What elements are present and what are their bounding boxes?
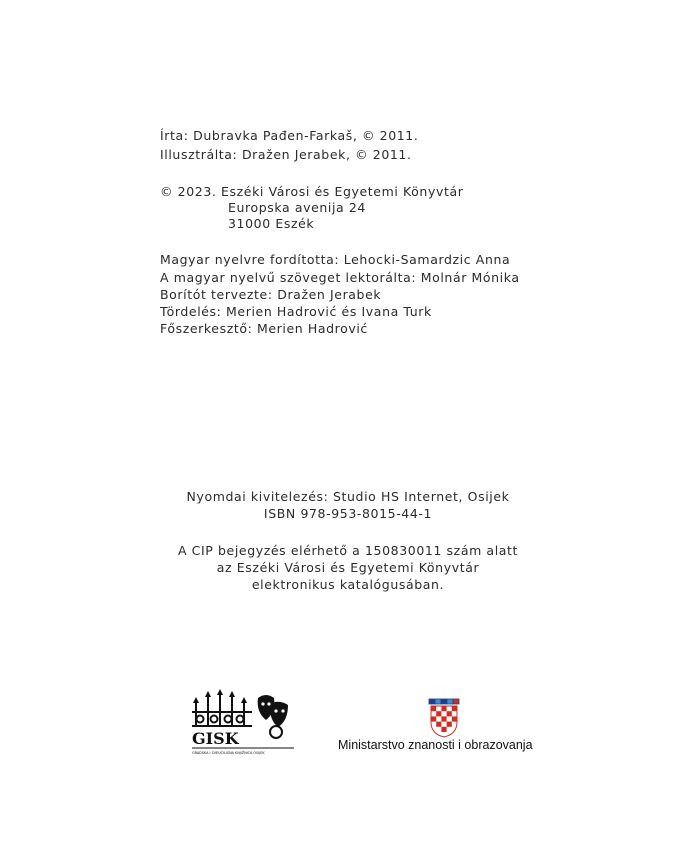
gisk-logo — [190, 688, 302, 760]
publisher-copyright: © 2023. Eszéki Városi és Egyetemi Könyvtár — [160, 184, 464, 199]
publisher-street: Europska avenija 24 — [228, 200, 366, 215]
staff-editor: Főszerkesztő: Merien Hadrović — [160, 321, 368, 336]
ministry-name: Ministarstvo znanosti i obrazovanja — [338, 738, 533, 752]
publisher-city: 31000 Eszék — [228, 216, 315, 231]
printer-line: Nyomdai kivitelezés: Studio HS Internet, Osijek — [186, 489, 510, 504]
illustrator-line: Illusztrálta: Dražen Jerabek, © 2011. — [160, 147, 412, 162]
staff-layout: Tördelés: Merien Hadrović és Ivana Turk — [160, 304, 432, 319]
isbn-line: ISBN 978-953-8015-44-1 — [263, 506, 433, 521]
cip-line-3: elektronikus katalógusában. — [251, 577, 445, 592]
cip-line-1: A CIP bejegyzés elérhető a 150830011 szám alatt — [177, 543, 519, 558]
cip-line-2: az Eszéki Városi és Egyetemi Könyvtár — [216, 560, 480, 575]
staff-proofreader: A magyar nyelvű szöveget lektorálta: Molnár Mónika — [160, 270, 520, 285]
croatian-coat-of-arms-icon — [428, 698, 460, 738]
staff-cover-designer: Borítót tervezte: Dražen Jerabek — [160, 287, 382, 302]
gisk-logo-text: GISK — [192, 729, 239, 748]
gisk-logo-subtext: GRADSKA I SVEUČILIŠNA KNJIŽNICA OSIJEK — [192, 751, 265, 755]
author-line: Írta: Dubravka Pađen-Farkaš, © 2011. — [160, 128, 419, 143]
staff-translator: Magyar nyelvre fordította: Lehocki-Samardzic Anna — [160, 252, 511, 267]
